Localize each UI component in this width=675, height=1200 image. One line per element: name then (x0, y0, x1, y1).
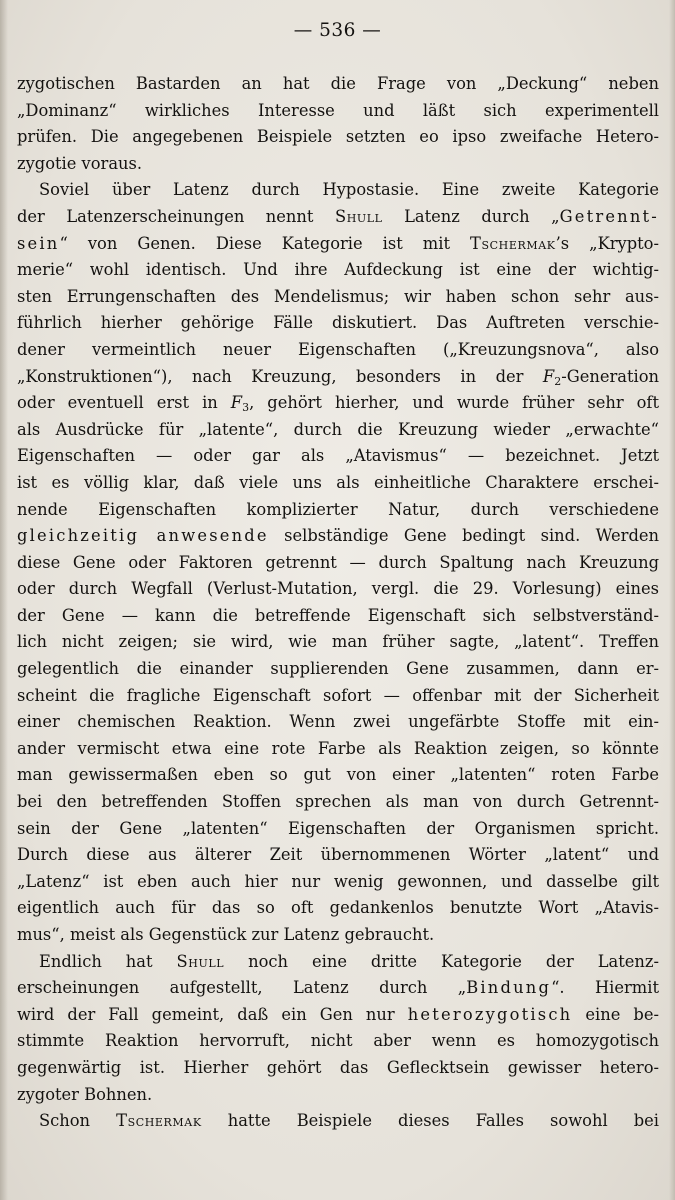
text-line: merie“ wohl identisch. Und ihre Aufdeckung ist eine der wichtig- (17, 260, 659, 280)
text-line: scheint die fragliche Eigenschaft sofort — offenbar mit der Sicherheit (17, 685, 659, 705)
text-line: man gewissermaßen eben so gut von einer „latenten“ roten Farbe (17, 765, 659, 785)
author-name: Shull (334, 206, 383, 226)
generation-symbol: F (542, 366, 555, 386)
text-line: Durch diese aus älterer Zeit übernommenen Wörter „latent“ und (17, 845, 659, 865)
page-edge-shadow-left (0, 0, 8, 1200)
page-edge-shadow-right (669, 0, 675, 1200)
paragraph-start-line: Endlich hat Shull noch eine dritte Kategorie der Latenz- (39, 951, 659, 971)
paragraph-end-line: zygoter Bohnen. (17, 1084, 153, 1104)
text-line: einer chemischen Reaktion. Wenn zwei ungefärbte Stoffe mit ein- (17, 712, 659, 732)
text-line: eigentlich auch für das so oft gedankenlos benutzte Wort „Atavis- (17, 898, 659, 918)
text-line: dener vermeintlich neuer Eigenschaften („Kreuzungsnova“, also (17, 339, 659, 359)
author-name: Shull (176, 951, 225, 971)
spaced-emphasis: Getrennt- (559, 206, 659, 226)
spaced-emphasis: Bindung (466, 978, 552, 998)
spaced-emphasis: gleichzeitig anwesende (17, 526, 269, 546)
spaced-emphasis: heterozygotisch (407, 1004, 573, 1024)
text-line: „Latenz“ ist eben auch hier nur wenig gewonnen, und dasselbe gilt (17, 871, 659, 891)
text-line: oder durch Wegfall (Verlust-Mutation, vergl. die 29. Vorlesung) eines (17, 579, 659, 599)
text-line: prüfen. Die angegebenen Beispiele setzten eo ipso zweifache Hetero- (17, 127, 659, 147)
text-line: als Ausdrücke für „latente“, durch die Kreuzung wieder „erwachte“ (17, 419, 659, 439)
text-line: gelegentlich die einander supplierenden Gene zusammen, dann er- (17, 659, 659, 679)
text-line: Eigenschaften — oder gar als „Atavismus“ — bezeichnet. Jetzt (17, 446, 659, 466)
text-line: oder eventuell erst in $F_3$, gehört hierher, und wurde früher sehr oft (17, 393, 659, 415)
paragraph-start-line: Schon Tschermak hatte Beispiele dieses Falles sowohl bei (39, 1111, 659, 1131)
text-line: nende Eigenschaften komplizierter Natur, durch verschiedene (17, 499, 659, 519)
text-line: erscheinungen aufgestellt, Latenz durch „Bindung“. Hiermit (17, 978, 659, 998)
text-line: stimmte Reaktion hervorruft, nicht aber wenn es homozygotisch (17, 1031, 659, 1051)
text-line: zygotischen Bastarden an hat die Frage von „Deckung“ neben (17, 74, 659, 93)
paragraph-end-line: mus“, meist als Gegenstück zur Latenz gebraucht. (17, 925, 435, 944)
text-line: sein der Gene „latenten“ Eigenschaften der Organismen spricht. (17, 818, 659, 838)
page-number: — 536 — (293, 20, 382, 41)
author-name: Tschermak (116, 1111, 202, 1131)
paragraph-start-line: Soviel über Latenz durch Hypostasie. Eine zweite Kategorie (39, 180, 659, 200)
text-line: gegenwärtig ist. Hierher gehört das Geflecktsein gewisser hetero- (17, 1057, 659, 1077)
text-line: „Konstruktionen“), nach Kreuzung, besonders in der $F_2$-Generation (17, 366, 659, 388)
generation-subscript: 2 (554, 374, 562, 388)
text-line: lich nicht zeigen; sie wird, wie man früher sagte, „latent“. Treffen (17, 632, 659, 652)
text-line: führlich hierher gehörige Fälle diskutiert. Das Auftreten verschie- (17, 313, 659, 333)
text-line: bei den betreffenden Stoffen sprechen als man von durch Getrennt- (17, 792, 659, 812)
text-line: „Dominanz“ wirkliches Interesse und läßt sich experimentell (17, 100, 659, 120)
text-line: gleichzeitig anwesende selbständige Gene bedingt sind. Werden (17, 526, 659, 546)
paragraph-end-line: zygotie voraus. (17, 153, 143, 173)
generation-subscript: 3 (242, 401, 250, 415)
text-line: diese Gene oder Faktoren getrennt — durch Spaltung nach Kreuzung (17, 552, 659, 572)
text-line: der Latenzerscheinungen nennt Shull Latenz durch „Getrennt- (17, 206, 659, 226)
text-line: ist es völlig klar, daß viele uns als einheitliche Charaktere erschei- (17, 472, 659, 492)
body-text (17, 71, 659, 1135)
text-line: ander vermischt etwa eine rote Farbe als Reaktion zeigen, so könnte (17, 738, 659, 758)
generation-symbol: F (230, 393, 243, 413)
author-name: Tschermak (470, 233, 556, 253)
text-line: sein“ von Genen. Diese Kategorie ist mit Tschermak’s „Krypto- (17, 233, 659, 253)
text-line: der Gene — kann die betreffende Eigenschaft sich selbstverständ- (17, 605, 659, 625)
spaced-emphasis: sein (17, 233, 60, 253)
text-line: sten Errungenschaften des Mendelismus; wir haben schon sehr aus- (17, 286, 659, 306)
text-line: wird der Fall gemeint, daß ein Gen nur heterozygotisch eine be- (17, 1004, 659, 1024)
